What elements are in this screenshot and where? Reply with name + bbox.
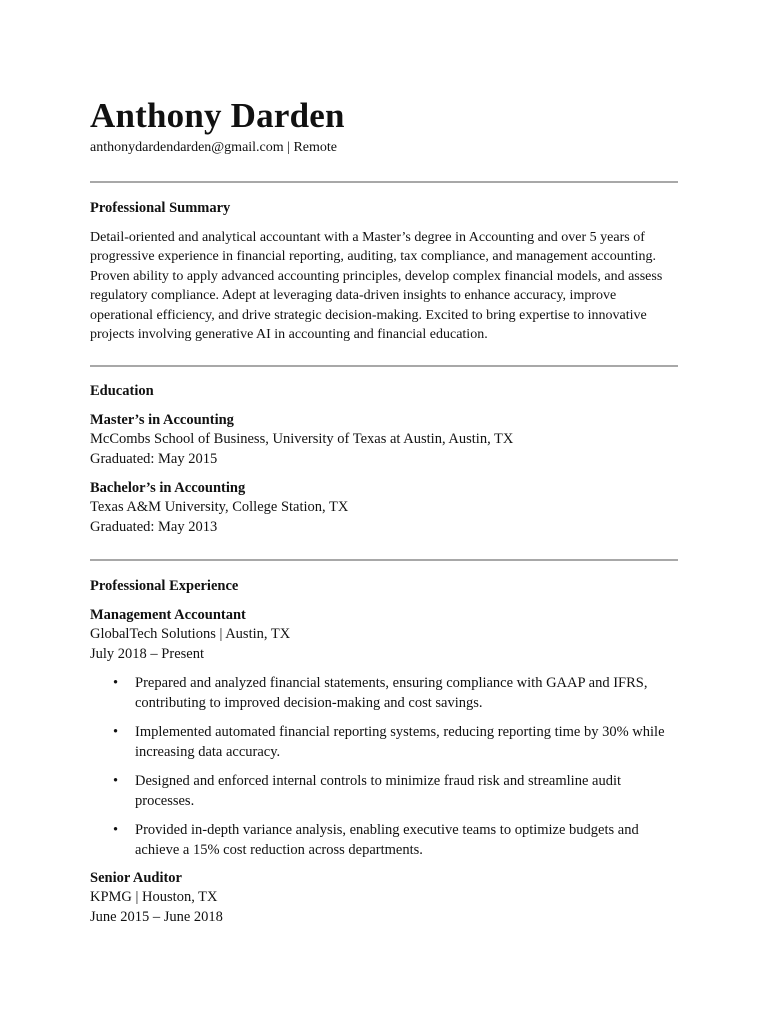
list-item: [90, 772, 678, 811]
candidate-name: Anthony Darden: [90, 96, 345, 135]
school-name: Texas A&M University, College Station, TX: [90, 499, 349, 516]
education-section: [90, 382, 678, 537]
job-company: GlobalTech Solutions | Austin, TX: [90, 626, 291, 643]
summary-heading: Professional Summary: [90, 200, 231, 216]
bullet-text: Designed and enforced internal controls to minimize fraud risk and streamline audit processes.: [135, 773, 621, 809]
degree-title: Master’s in Accounting: [90, 412, 234, 429]
job-bullets: [90, 674, 678, 860]
list-item: [90, 674, 678, 713]
list-item: [90, 821, 678, 860]
job-role: Management Accountant: [90, 607, 246, 624]
bullet-marker: •: [113, 773, 119, 790]
bullet-marker: •: [113, 724, 119, 741]
degree-title: Bachelor’s in Accounting: [90, 480, 246, 497]
section-divider: [90, 365, 678, 367]
bullet-marker: •: [113, 675, 119, 692]
job-dates: July 2018 – Present: [90, 645, 204, 662]
experience-heading: Professional Experience: [90, 578, 239, 595]
education-heading: Education: [90, 383, 154, 400]
job-entry: [90, 869, 678, 927]
bullet-text: Implemented automated financial reporting systems, reducing reporting time by 30% while increasing data accuracy.: [135, 724, 665, 760]
graduation-date: Graduated: May 2013: [90, 518, 218, 535]
job-dates: June 2015 – June 2018: [90, 908, 223, 925]
school-name: McCombs School of Business, University of Texas at Austin, Austin, TX: [90, 431, 514, 448]
job-company: KPMG | Houston, TX: [90, 889, 218, 906]
job-entry: [90, 606, 678, 860]
summary-section: [90, 199, 678, 344]
education-entry: [90, 411, 678, 469]
bullet-text: Provided in-depth variance analysis, enabling executive teams to optimize budgets and achieve a 15% cost reduction across departments.: [135, 822, 639, 858]
summary-text: Detail-oriented and analytical accountant with a Master’s degree in Accounting and over 5 years of progressive experience in financial reporting, auditing, tax compliance, and management accounting. Proven ability to apply advanced accounting principles, develop complex financial models, and assess regulatory compliance. Adept at leveraging data-driven insights to enhance accuracy, improve operational efficiency, and drive strategic decision-making. Excited to bring expertise to innovative projects involving generative AI in accounting and financial education.: [90, 230, 663, 343]
list-item: [90, 723, 678, 762]
section-divider: [90, 181, 678, 183]
job-role: Senior Auditor: [90, 870, 182, 887]
bullet-text: Prepared and analyzed financial statements, ensuring compliance with GAAP and IFRS, contributing to improved decision-making and cost savings.: [135, 675, 648, 711]
education-entry: [90, 479, 678, 537]
section-divider: [90, 559, 678, 561]
experience-section: [90, 577, 678, 927]
bullet-marker: •: [113, 822, 119, 839]
contact-line: anthonydardendarden@gmail.com | Remote: [90, 140, 338, 155]
graduation-date: Graduated: May 2015: [90, 450, 218, 467]
